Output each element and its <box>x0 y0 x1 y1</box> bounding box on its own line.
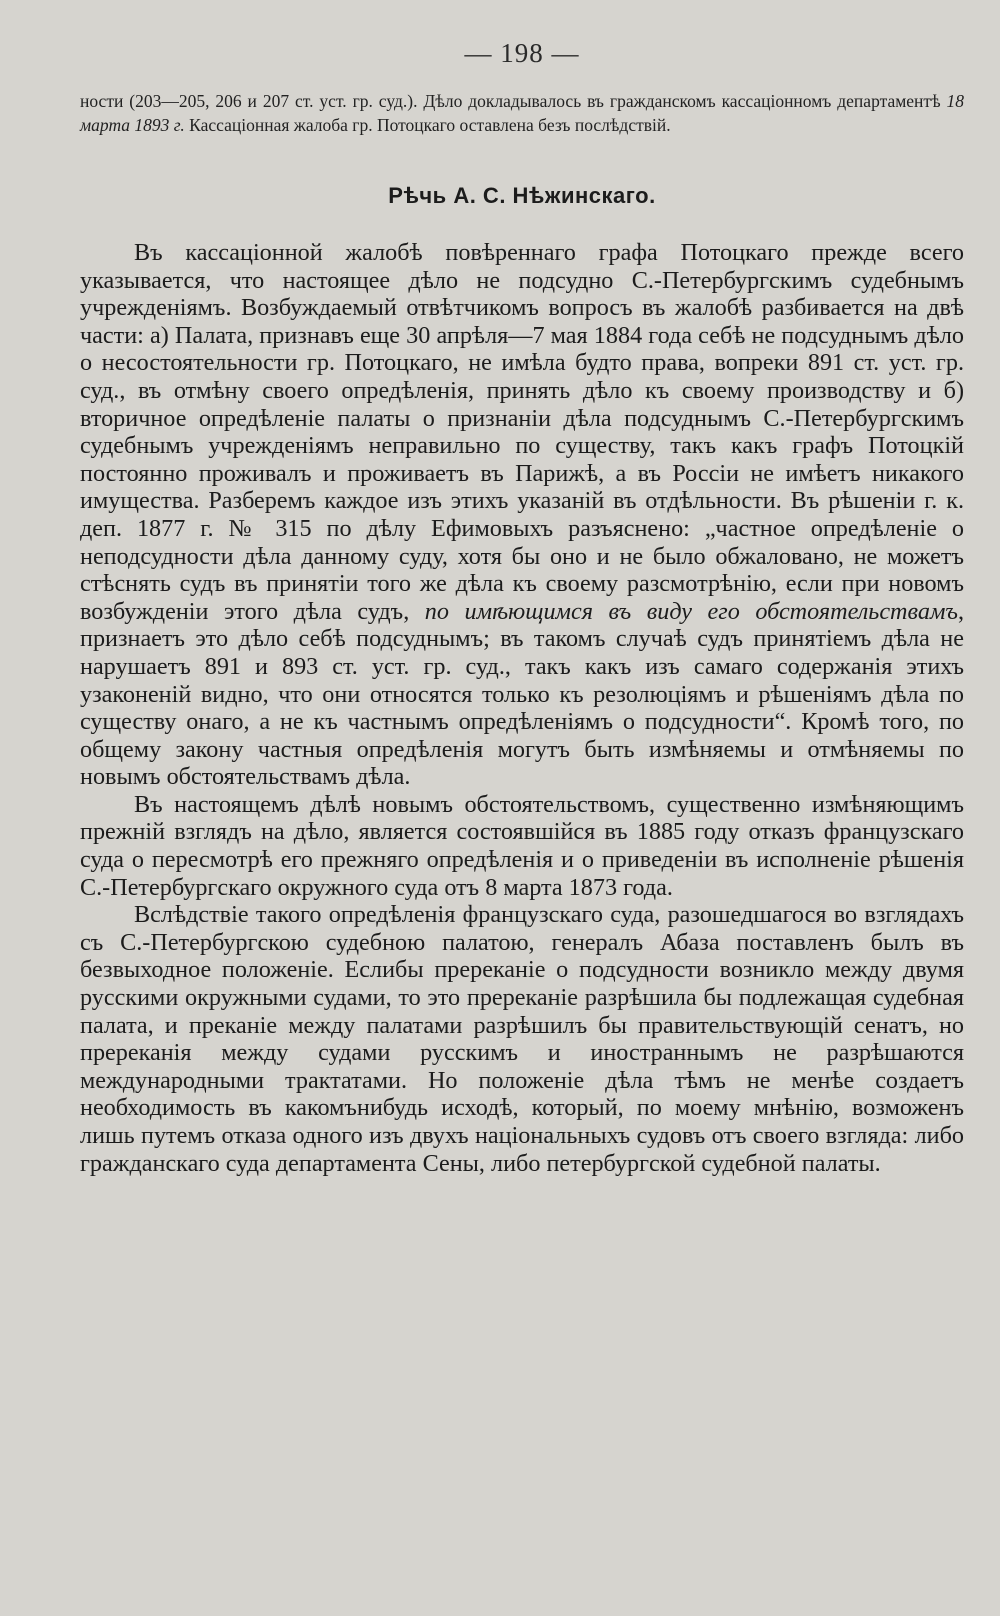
paragraph-1-after: , признаетъ это дѣло себѣ подсуднымъ; въ такомъ случаѣ судъ принятіемъ дѣла не нарушаетъ 891 и 893 ст. уст. гр. суд., такъ какъ изъ самаго содержанія этихъ узаконеній видно, что они относятся только къ резолюціямъ и рѣшеніямъ дѣла по существу онаго, а не къ частнымъ опредѣленіямъ о подсудности“. Кромѣ того, по общему закону частныя опредѣленія могутъ быть измѣняемы и отмѣняемы по новымъ обстоятельствамъ дѣла. <box>80 597 964 791</box>
paragraph-3: Вслѣдствіе такого опредѣленія французскаго суда, разошедшагося во взглядахъ съ С.-Петербургскою судебною палатою, генералъ Абаза поставленъ былъ въ безвыходное положеніе. Еслибы пререканіе о подсудности возникло между двумя русскими окружными судами, то это пререканіе разрѣшила бы подлежащая судебная палата, и преканіе между палатами разрѣшилъ бы правительствующій сенатъ, но пререканія между судами русскимъ и иностраннымъ не разрѣшаются международными трактатами. Но положеніе дѣла тѣмъ не менѣе создаетъ необходимость въ какомънибудь исходѣ, который, по моему мнѣнію, возможенъ лишь путемъ отказа одного изъ двухъ національныхъ судовъ отъ своего взгляда: либо гражданскаго суда департамента Сены, либо петербургской судебной палаты. <box>80 901 964 1177</box>
page-number: — 198 — <box>464 38 580 68</box>
paragraph-1-before: Въ кассаціонной жалобѣ повѣреннаго графа Потоцкаго прежде всего указывается, что настоящее дѣло не подсудно С.-Петербургскимъ судебнымъ учрежденіямъ. Возбуждаемый отвѣтчикомъ вопросъ въ жалобѣ разбивается на двѣ части: а) Палата, признавъ еще 30 апрѣля—7 мая 1884 года себѣ не подсуднымъ дѣло о несостоятельности гр. Потоцкаго, не имѣла будто права, вопреки 891 ст. уст. гр. суд., въ отмѣну своего опредѣленія, принять дѣло къ своему производству и б) вторичное опредѣленіе палаты о признаніи дѣла подсуднымъ С.-Петербургскимъ судебнымъ учрежденіямъ неправильно по существу, такъ какъ графъ Потоцкій постоянно проживалъ и проживаетъ въ Парижѣ, а въ Россіи не имѣетъ никакого имущества. Разберемъ каждое изъ этихъ указаній въ отдѣльности. Въ рѣшеніи г. к. деп. 1877 г. № 315 по дѣлу Ефимовыхъ разъяснено: „частное опредѣленіе о неподсудности дѣла данному суду, хотя бы оно и не было обжаловано, не можетъ стѣснять судъ въ принятіи того же дѣла къ своему разсмотрѣнію, если при новомъ возбужденіи этого дѣла судъ, <box>80 239 964 625</box>
paragraph-1 <box>80 239 964 791</box>
intro-text-after: Кассаціонная жалоба гр. Потоцкаго оставлена безъ послѣдствій. <box>184 115 671 135</box>
intro-text-before: ности (203—205, 206 и 207 ст. уст. гр. суд.). Дѣло докладывалось въ гражданскомъ кассаціонномъ департаментѣ <box>80 91 947 111</box>
paragraph-2: Въ настоящемъ дѣлѣ новымъ обстоятельствомъ, существенно измѣняющимъ прежній взглядъ на дѣло, является состоявшійся въ 1885 году отказъ французскаго суда о пересмотрѣ его прежняго опредѣленія и о приведеніи въ исполненіе рѣшенія С.-Петербургскаго окружного суда отъ 8 марта 1873 года. <box>80 790 964 901</box>
intro-date: 18 марта 1893 г. <box>80 91 964 135</box>
paragraph-1-italic: по имѣющимся въ виду его обстоятельствамъ <box>424 597 958 625</box>
speech-heading: Рѣчь А. С. Нѣжинскаго. <box>388 183 656 208</box>
intro-paragraph <box>80 89 964 137</box>
